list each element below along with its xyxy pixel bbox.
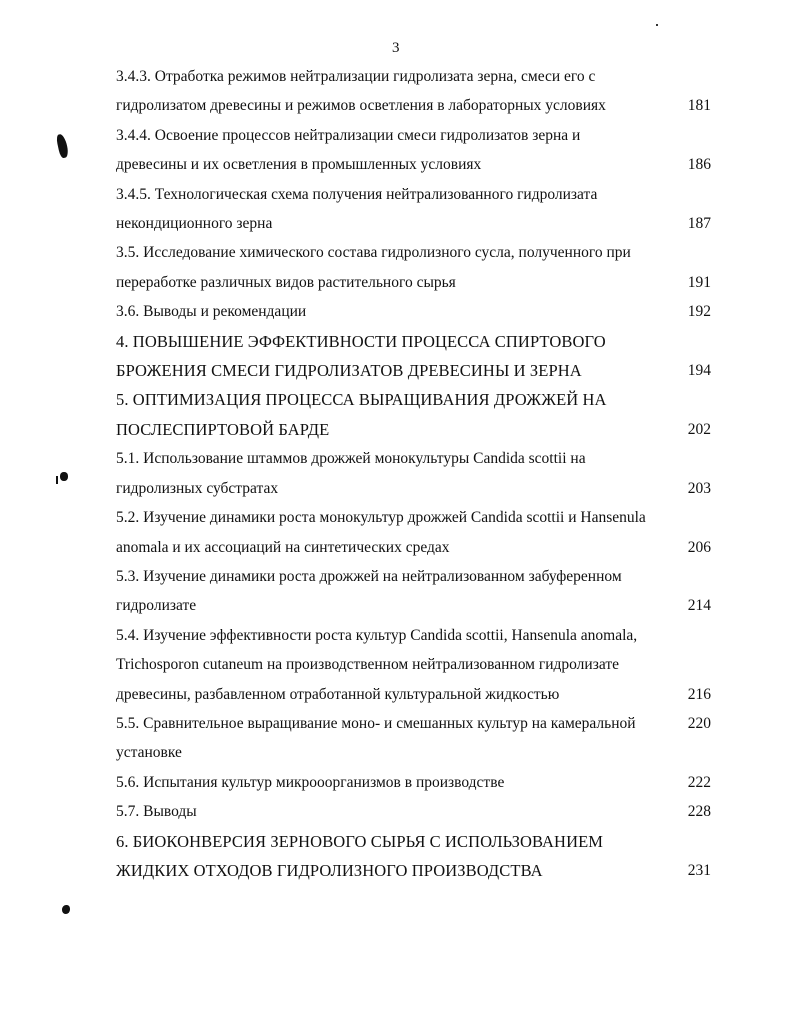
toc-entry-page: 186 [687,156,711,174]
toc-entry-title: 5.5. Сравнительное выращивание моно- и смешанных культур на камеральной установке [116,714,636,762]
toc-entry-title: 5.7. Выводы [116,803,197,821]
toc-entry-4 [116,327,711,386]
toc-chapter-title: 5. ОПТИМИЗАЦИЯ ПРОЦЕССА ВЫРАЩИВАНИЯ ДРОЖЖЕЙ НА ПОСЛЕСПИРТОВОЙ БАРДЕ [116,390,607,439]
toc-entry-5 [116,385,711,444]
toc-entry-page: 216 [687,685,711,703]
toc-entry-page: 191 [687,273,711,291]
toc-entry-5-4 [116,621,711,709]
scan-artifact-mark [60,472,68,481]
toc-entry-title: 3.6. Выводы и рекомендации [116,303,307,321]
toc-entry-title: 3.5. Исследование химического состава гидролизного сусла, полученного при переработке различных видов растительного сырья [116,244,631,291]
toc-entry-page: 220 [687,714,711,732]
toc-entry-page: 222 [687,773,711,791]
toc-entry-title: 3.4.5. Технологическая схема получения нейтрализованного гидролизата некондиционного зерна [116,185,598,233]
page-number: 3 [392,40,400,56]
toc-chapter-title: 4. ПОВЫШЕНИЕ ЭФФЕКТИВНОСТИ ПРОЦЕССА СПИРТОВОГО БРОЖЕНИЯ СМЕСИ ГИДРОЛИЗАТОВ ДРЕВЕСИНЫ И ЗЕРНА [116,331,606,381]
toc-entry-title: 5.2. Изучение динамики роста монокультур дрожжей Candida scottii и Hansenula anomala и их ассоциаций на синтетических средах [116,509,646,556]
toc-entry-page: 206 [687,538,711,556]
scan-artifact-mark [56,476,58,484]
toc-entry-page: 202 [687,420,711,438]
toc-entry-page: 228 [687,803,711,821]
toc-entry-title: 5.4. Изучение эффективности роста культур Candida scottii, Hansenula anomala, Trichosporon cutaneum на производственном нейтрализованном гидролизате древесины, разбавленном отработанной культуральной жидкостью [116,626,638,703]
toc-entry-page: 192 [687,303,711,321]
toc-entry-3-6 [116,297,711,326]
toc-entry-5-1 [116,444,711,503]
toc-entry-page: 214 [687,597,711,615]
toc-entry-page: 203 [687,479,711,497]
toc-entry-page: 181 [687,97,711,115]
toc-entry-3-5 [116,238,711,297]
toc-entry-3-4-3 [116,62,711,121]
toc-entry-title: 5.3. Изучение динамики роста дрожжей на нейтрализованном забуференном гидролизате [116,567,622,615]
toc-chapter-title: 6. БИОКОНВЕРСИЯ ЗЕРНОВОГО СЫРЬЯ С ИСПОЛЬЗОВАНИЕМ ЖИДКИХ ОТХОДОВ ГИДРОЛИЗНОГО ПРОИЗВОДСТВА [116,831,604,880]
toc-entry-5-2 [116,503,711,562]
toc-entry-page: 231 [687,861,711,879]
toc-entry-5-6 [116,768,711,797]
toc-entry-3-4-4 [116,121,711,180]
scan-speck [656,24,658,26]
toc-entry-title: 5.1. Использование штаммов дрожжей монокультуры Candida scottii на гидролизных субстратах [116,450,586,497]
toc-entry-6 [116,827,711,886]
table-of-contents [116,62,711,885]
toc-entry-title: 5.6. Испытания культур микрооорганизмов в производстве [116,773,505,791]
scan-artifact-mark [62,905,70,914]
toc-entry-5-3 [116,562,711,621]
toc-entry-5-5 [116,709,711,768]
scan-artifact-mark [56,133,70,158]
toc-entry-page: 194 [687,362,711,380]
toc-entry-title: 3.4.4. Освоение процессов нейтрализации смеси гидролизатов зерна и древесины и их осветления в промышленных условиях [116,126,581,174]
toc-entry-page: 187 [687,215,711,233]
toc-entry-title: 3.4.3. Отработка режимов нейтрализации гидролизата зерна, смеси его с гидролизатом древесины и режимов осветления в лабораторных условиях [116,68,606,115]
toc-entry-3-4-5 [116,180,711,239]
toc-entry-5-7 [116,797,711,826]
